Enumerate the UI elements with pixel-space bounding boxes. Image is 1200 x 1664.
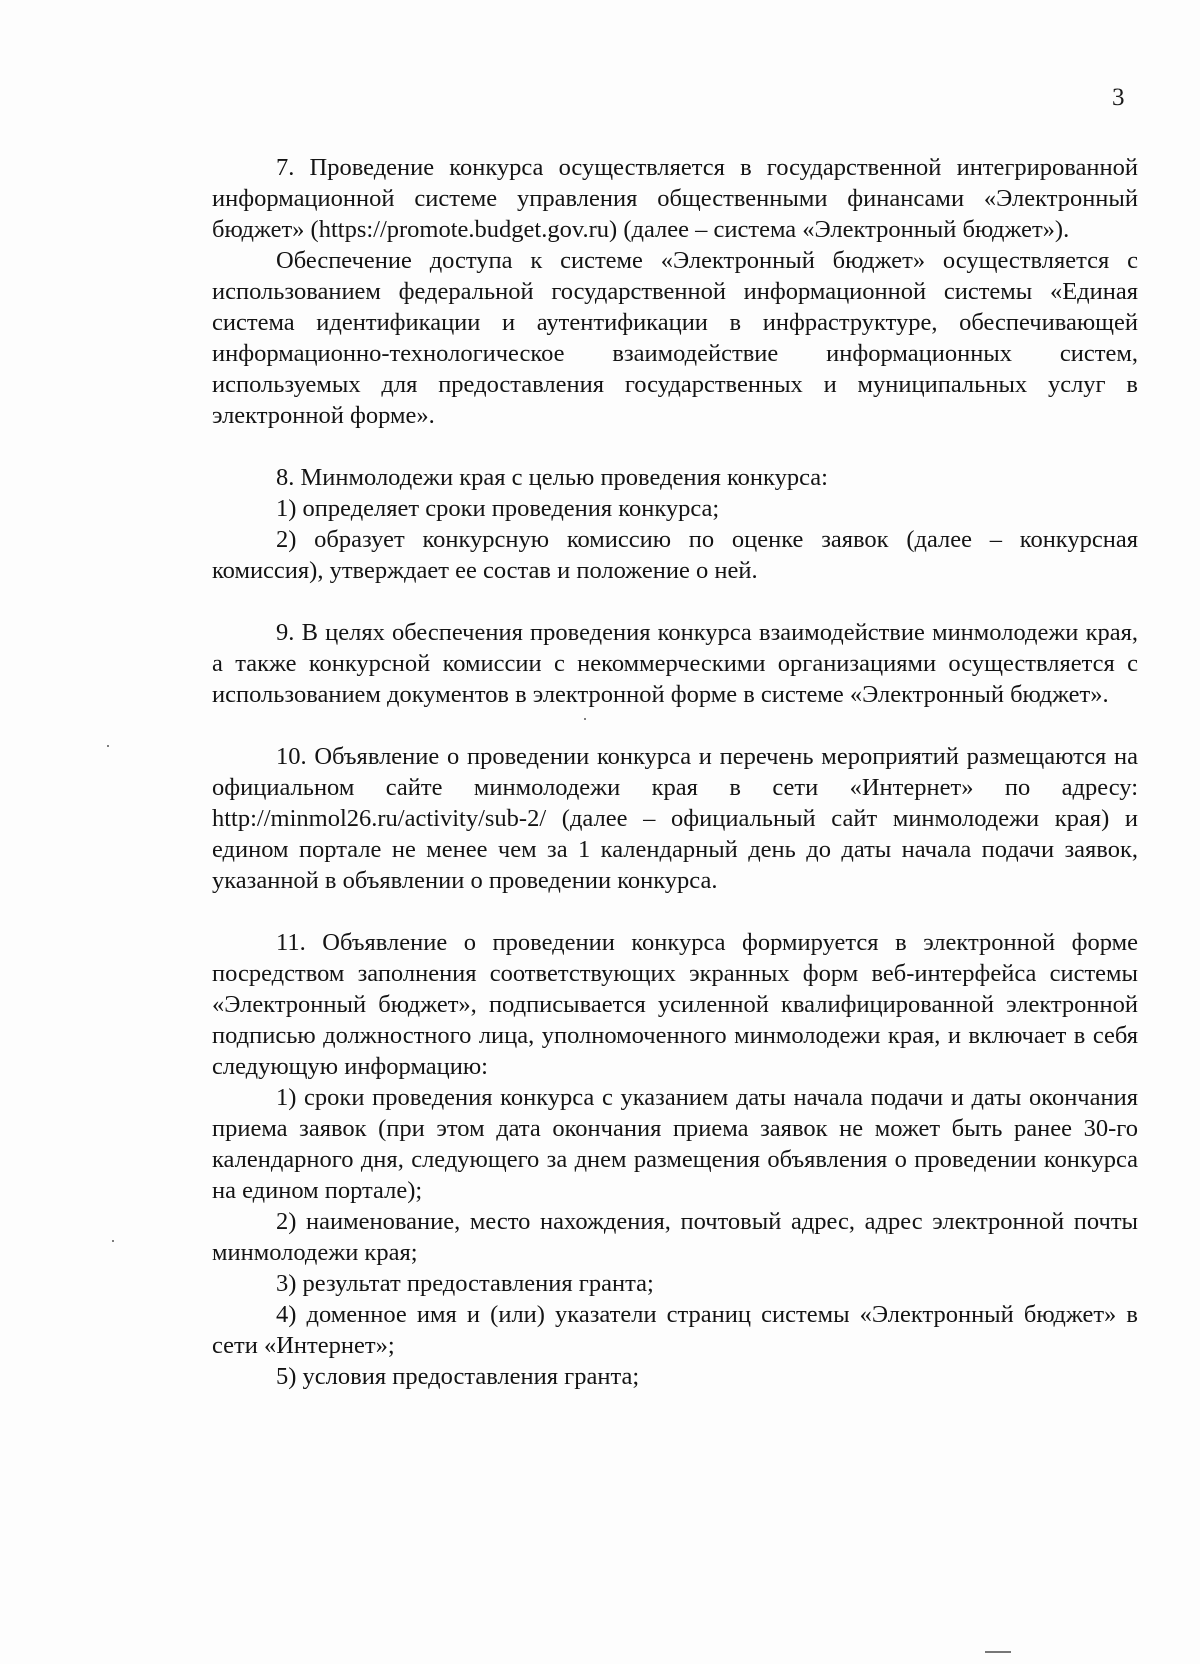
paragraph-7: 7. Проведение конкурса осуществляется в государственной интегрированной информационной системе управления общественными финансами «Электронный бюджет» (https://promote.budget.gov.ru) (далее – система «Электронный бюджет»). [212,154,1138,243]
paragraph-11-item-5: 5) условия предоставления гранта; [276,1363,640,1390]
scan-speck [584,718,586,720]
paragraph-11-item-1: 1) сроки проведения конкурса с указанием даты начала подачи и даты окончания приема заявок (при этом дата окончания приема заявок не может быть ранее 30-го календарного дня, следующего за днем размещения объявления о проведении конкурса на едином портале); [212,1084,1138,1204]
scan-speck [107,745,109,747]
paragraph-8-item-1: 1) определяет сроки проведения конкурса; [276,495,720,522]
paragraph-9: 9. В целях обеспечения проведения конкурса взаимодействие минмолодежи края, а также конкурсной комиссии с некоммерческими организациями осуществляется с использованием документов в электронной форме в системе «Электронный бюджет». [212,619,1138,708]
paragraph-11: 11. Объявление о проведении конкурса формируется в электронной форме посредством заполнения соответствующих экранных форм веб-интерфейса системы «Электронный бюджет», подписывается усиленной квалифицированной электронной подписью должностного лица, уполномоченного минмолодежи края, и включает в себя следующую информацию: [212,929,1138,1080]
paragraph-11-item-2: 2) наименование, место нахождения, почтовый адрес, адрес электронной почты минмолодежи края; [212,1208,1138,1266]
paragraph-11-item-3: 3) результат предоставления гранта; [276,1270,654,1297]
paragraph-8-item-2: 2) образует конкурсную комиссию по оценке заявок (далее – конкурсная комиссия), утверждает ее состав и положение о ней. [212,526,1138,584]
paragraph-8: 8. Минмолодежи края с целью проведения конкурса: [276,464,828,491]
paragraph-11-item-4: 4) доменное имя и (или) указатели страниц системы «Электронный бюджет» в сети «Интернет»; [212,1301,1138,1359]
page-number: 3 [1112,84,1125,111]
scan-speck [112,1240,114,1242]
paragraph-10: 10. Объявление о проведении конкурса и перечень мероприятий размещаются на официальном сайте минмолодежи края в сети «Интернет» по адресу: http://minmol26.ru/activity/sub-2/ (далее – официальный сайт минмолодежи края) и едином портале не менее чем за 1 календарный день до даты начала подачи заявок, указанной в объявлении о проведении конкурса. [212,743,1138,894]
scan-mark [985,1651,1011,1653]
document-body [212,152,1138,1392]
paragraph-7-access: Обеспечение доступа к системе «Электронный бюджет» осуществляется с использованием федеральной государственной информационной системы «Единая система идентификации и аутентификации в инфраструктуре, обеспечивающей информационно-технологическое взаимодействие информационных систем, используемых для предоставления государственных и муниципальных услуг в электронной форме». [212,247,1138,429]
